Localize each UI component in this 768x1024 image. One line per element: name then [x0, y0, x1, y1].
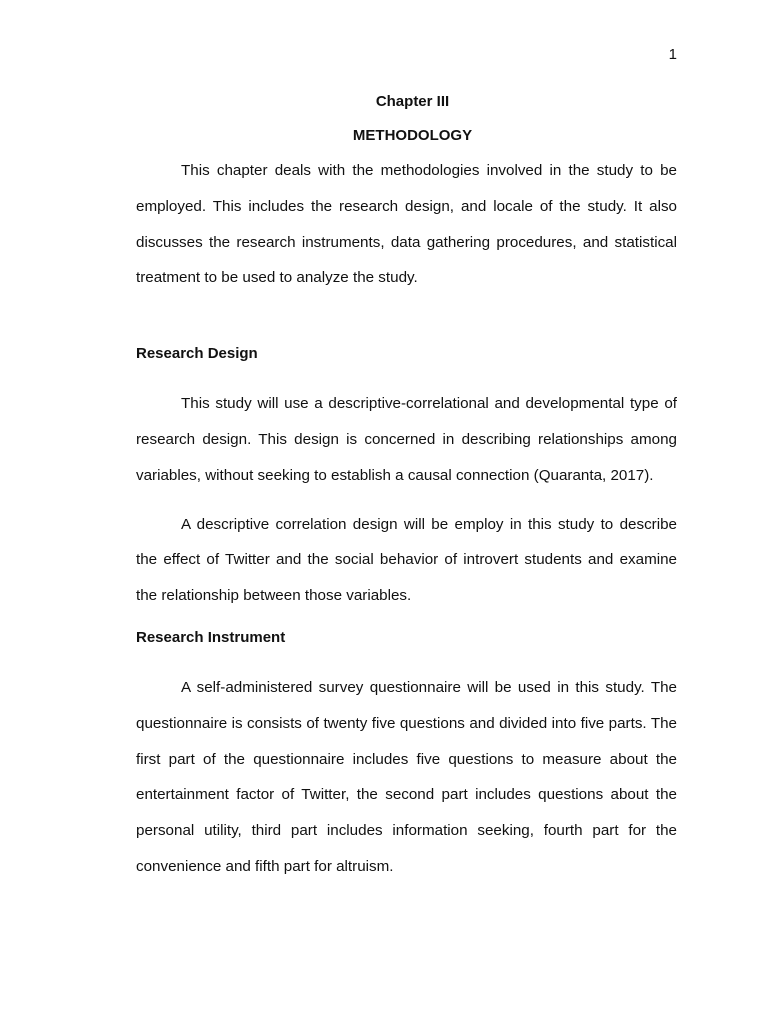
page-content	[136, 92, 677, 885]
intro-paragraph: This chapter deals with the methodologies involved in the study to be employed. This includes the research design, and locale of the study. It also discusses the research instruments, data gathering procedures, and statistical treatment to be used to analyze the study.	[136, 162, 677, 287]
page-number: 1	[668, 46, 677, 63]
research-design-paragraph-1: This study will use a descriptive-correlational and developmental type of research design. This design is concerned in describing relationships among variables, without seeking to establish a causal connection (Quaranta, 2017).	[136, 395, 677, 484]
section-heading-research-instrument: Research Instrument	[136, 628, 286, 646]
chapter-title: METHODOLOGY	[352, 127, 473, 144]
section-heading-research-design: Research Design	[136, 345, 258, 363]
research-instrument-paragraph-1: A self-administered survey questionnaire will be used in this study. The questionnaire is consists of twenty five questions and divided into five parts. The first part of the questionnaire includes five questions to measure about the entertainment factor of Twitter, the second part includes questions about the personal utility, third part includes information seeking, fourth part for the convenience and fifth part for altruism.	[136, 678, 677, 875]
research-design-paragraph-2: A descriptive correlation design will be employ in this study to describe the effect of Twitter and the social behavior of introvert students and examine the relationship between those variables.	[136, 515, 677, 605]
chapter-label: Chapter III	[375, 93, 450, 110]
